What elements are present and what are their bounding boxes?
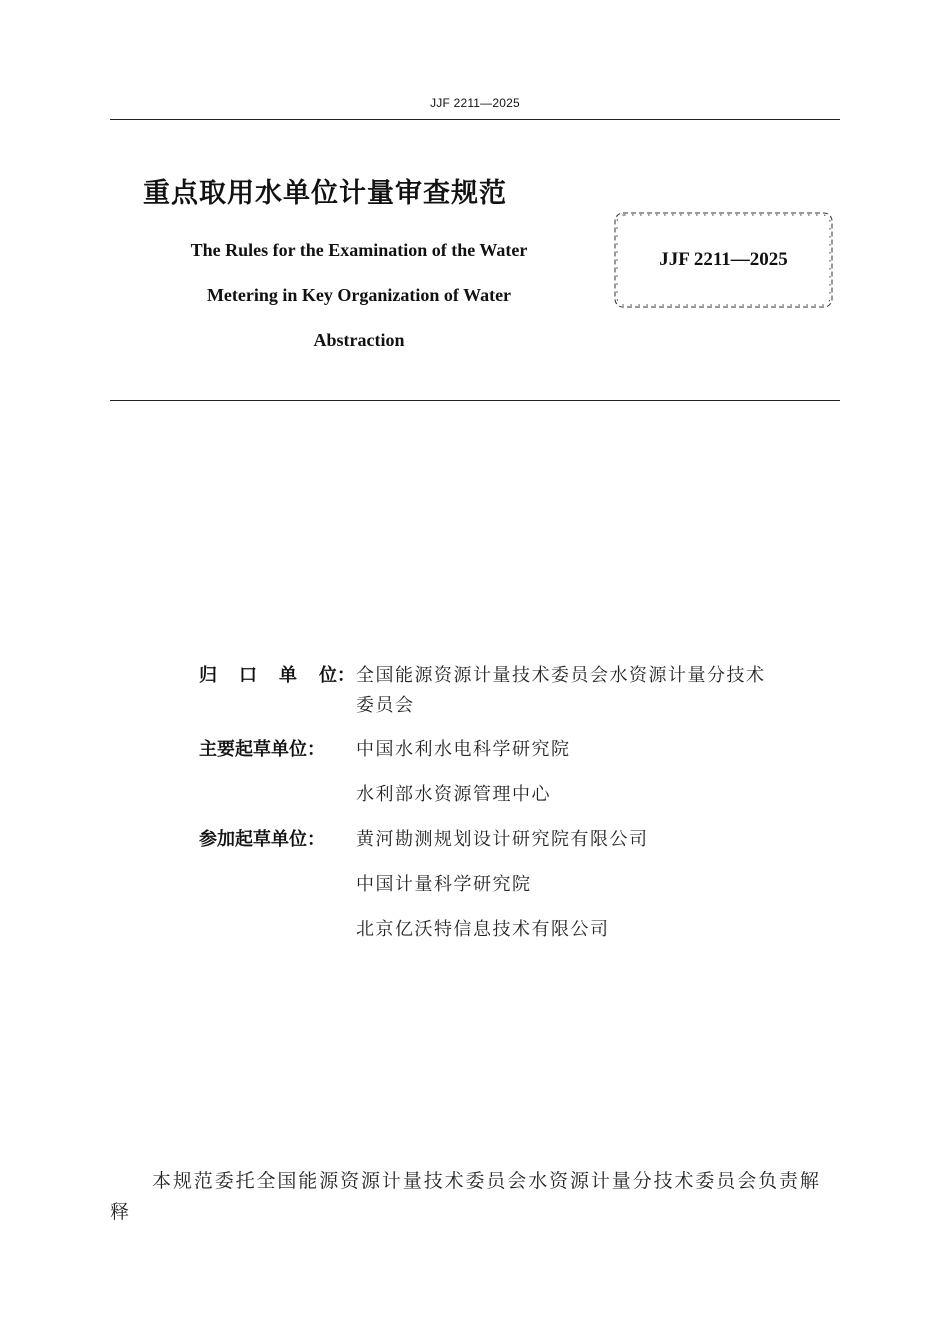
code-box — [613, 211, 834, 309]
org-label: 主要起草单位： — [199, 739, 325, 760]
org-label-char: 口 — [239, 665, 257, 686]
org-value: 北京亿沃特信息技术有限公司 — [356, 919, 610, 940]
org-label-char: 位： — [319, 665, 355, 686]
org-row-participating-drafters — [199, 825, 844, 945]
title-rule — [110, 400, 840, 401]
org-label-char: 单 — [279, 665, 297, 686]
org-row-administrative — [199, 661, 844, 721]
org-value: 中国计量科学研究院 — [356, 874, 532, 895]
org-value: 黄河勘测规划设计研究院有限公司 — [356, 829, 649, 850]
code-box-text: JJF 2211—2025 — [659, 249, 788, 270]
running-header-code: JJF 2211—2025 — [430, 96, 520, 110]
org-label: 参加起草单位： — [199, 829, 325, 850]
title-english-line: Metering in Key Organization of Water — [206, 285, 512, 305]
organizations — [199, 661, 844, 945]
org-label-char: 归 — [199, 665, 217, 686]
title-english — [140, 228, 578, 363]
org-label — [199, 661, 355, 691]
org-value: 中国水利水电科学研究院 — [356, 739, 571, 760]
title-english-line: The Rules for the Examination of the Water — [190, 240, 528, 260]
title-english-line: Abstraction — [313, 330, 405, 350]
org-value: 水利部水资源管理中心 — [356, 784, 551, 805]
org-value: 全国能源资源计量技术委员会水资源计量分技术 — [356, 665, 766, 686]
title-chinese: 重点取用水单位计量审查规范 — [143, 178, 507, 209]
header-rule — [110, 119, 840, 120]
org-value: 委员会 — [356, 695, 415, 716]
org-row-main-drafters — [199, 735, 844, 810]
interpretation-note: 本规范委托全国能源资源计量技术委员会水资源计量分技术委员会负责解释 — [110, 1170, 821, 1223]
